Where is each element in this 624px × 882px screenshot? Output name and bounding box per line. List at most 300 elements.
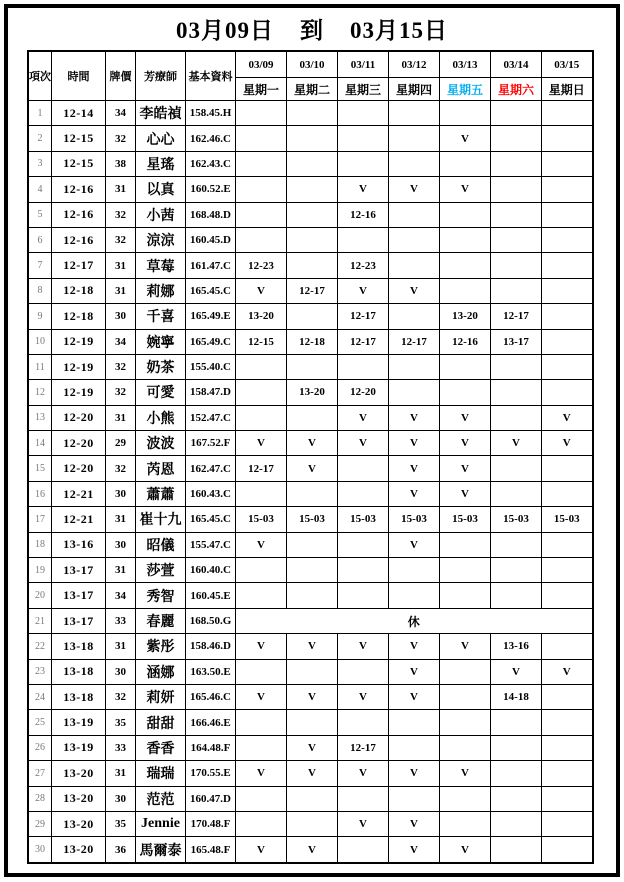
cell-day bbox=[491, 278, 542, 303]
cell-day bbox=[389, 354, 440, 379]
cell-day bbox=[236, 354, 287, 379]
cell-therapist-name: Jennie bbox=[136, 811, 186, 836]
cell-day: 12-17 bbox=[287, 278, 338, 303]
cell-day bbox=[338, 354, 389, 379]
cell-basic-info: 160.47.D bbox=[186, 786, 236, 811]
cell-day-merged-rest: 休 bbox=[236, 608, 593, 633]
cell-day bbox=[338, 558, 389, 583]
cell-price: 31 bbox=[106, 177, 136, 202]
column-header-therapist: 芳療師 bbox=[136, 51, 186, 101]
cell-therapist-name: 莉娜 bbox=[136, 278, 186, 303]
cell-day: V bbox=[440, 405, 491, 430]
cell-day bbox=[287, 202, 338, 227]
cell-day bbox=[389, 101, 440, 126]
cell-day bbox=[491, 558, 542, 583]
cell-day bbox=[542, 532, 593, 557]
cell-basic-info: 160.45.E bbox=[186, 583, 236, 608]
cell-day bbox=[287, 811, 338, 836]
cell-day bbox=[287, 532, 338, 557]
cell-day: 12-17 bbox=[389, 329, 440, 354]
cell-day: V bbox=[440, 177, 491, 202]
cell-day bbox=[491, 481, 542, 506]
cell-basic-info: 152.47.C bbox=[186, 405, 236, 430]
cell-day bbox=[440, 380, 491, 405]
cell-day: V bbox=[389, 431, 440, 456]
cell-therapist-name: 小茜 bbox=[136, 202, 186, 227]
cell-day: V bbox=[236, 532, 287, 557]
cell-day: V bbox=[338, 684, 389, 709]
cell-day bbox=[287, 558, 338, 583]
cell-time: 13-17 bbox=[52, 583, 106, 608]
cell-day bbox=[389, 786, 440, 811]
cell-day bbox=[389, 126, 440, 151]
cell-item-no: 13 bbox=[28, 405, 52, 430]
cell-price: 32 bbox=[106, 354, 136, 379]
cell-time: 12-16 bbox=[52, 177, 106, 202]
cell-basic-info: 160.52.E bbox=[186, 177, 236, 202]
cell-item-no: 26 bbox=[28, 735, 52, 760]
cell-day bbox=[236, 710, 287, 735]
cell-basic-info: 158.47.D bbox=[186, 380, 236, 405]
table-row bbox=[28, 354, 593, 379]
cell-day: V bbox=[389, 634, 440, 659]
cell-day: V bbox=[236, 278, 287, 303]
cell-time: 13-19 bbox=[52, 710, 106, 735]
cell-day bbox=[491, 710, 542, 735]
cell-item-no: 17 bbox=[28, 507, 52, 532]
cell-day bbox=[491, 456, 542, 481]
cell-day bbox=[236, 405, 287, 430]
cell-day bbox=[236, 558, 287, 583]
table-row bbox=[28, 431, 593, 456]
cell-day bbox=[389, 380, 440, 405]
cell-basic-info: 164.48.F bbox=[186, 735, 236, 760]
cell-time: 13-16 bbox=[52, 532, 106, 557]
cell-item-no: 28 bbox=[28, 786, 52, 811]
cell-day bbox=[491, 735, 542, 760]
cell-day bbox=[389, 227, 440, 252]
cell-time: 12-21 bbox=[52, 481, 106, 506]
cell-basic-info: 160.40.C bbox=[186, 558, 236, 583]
cell-day: 12-17 bbox=[491, 304, 542, 329]
table-row bbox=[28, 507, 593, 532]
cell-item-no: 1 bbox=[28, 101, 52, 126]
table-row bbox=[28, 811, 593, 836]
column-header-price: 牌價 bbox=[106, 51, 136, 101]
cell-day bbox=[287, 710, 338, 735]
cell-price: 32 bbox=[106, 684, 136, 709]
table-row bbox=[28, 101, 593, 126]
cell-day: 12-23 bbox=[236, 253, 287, 278]
cell-day bbox=[491, 354, 542, 379]
cell-day bbox=[440, 558, 491, 583]
cell-item-no: 15 bbox=[28, 456, 52, 481]
cell-time: 12-14 bbox=[52, 101, 106, 126]
cell-day bbox=[542, 202, 593, 227]
cell-day bbox=[236, 786, 287, 811]
cell-day: V bbox=[389, 684, 440, 709]
cell-therapist-name: 瑞瑞 bbox=[136, 761, 186, 786]
cell-day bbox=[491, 202, 542, 227]
cell-day bbox=[236, 583, 287, 608]
cell-day: 13-16 bbox=[491, 634, 542, 659]
table-row bbox=[28, 761, 593, 786]
cell-price: 32 bbox=[106, 227, 136, 252]
cell-day: 13-20 bbox=[440, 304, 491, 329]
cell-basic-info: 165.49.E bbox=[186, 304, 236, 329]
cell-day: 12-18 bbox=[287, 329, 338, 354]
cell-basic-info: 165.48.F bbox=[186, 837, 236, 863]
table-row bbox=[28, 227, 593, 252]
cell-item-no: 21 bbox=[28, 608, 52, 633]
day-header-weekday: 星期五 bbox=[440, 78, 491, 101]
cell-day bbox=[236, 227, 287, 252]
cell-day bbox=[236, 380, 287, 405]
cell-basic-info: 158.45.H bbox=[186, 101, 236, 126]
cell-day bbox=[440, 532, 491, 557]
cell-day bbox=[440, 151, 491, 176]
cell-day bbox=[287, 354, 338, 379]
cell-day bbox=[542, 481, 593, 506]
cell-price: 32 bbox=[106, 126, 136, 151]
cell-item-no: 12 bbox=[28, 380, 52, 405]
schedule-body bbox=[28, 101, 593, 863]
cell-therapist-name: 千喜 bbox=[136, 304, 186, 329]
cell-basic-info: 168.48.D bbox=[186, 202, 236, 227]
cell-day bbox=[236, 811, 287, 836]
cell-day: 12-17 bbox=[236, 456, 287, 481]
cell-day bbox=[389, 710, 440, 735]
table-row bbox=[28, 608, 593, 633]
cell-day bbox=[287, 151, 338, 176]
table-row bbox=[28, 177, 593, 202]
cell-price: 31 bbox=[106, 761, 136, 786]
cell-day bbox=[440, 101, 491, 126]
cell-day: V bbox=[389, 456, 440, 481]
cell-day: V bbox=[287, 456, 338, 481]
cell-day bbox=[389, 202, 440, 227]
cell-item-no: 22 bbox=[28, 634, 52, 659]
cell-price: 34 bbox=[106, 583, 136, 608]
cell-therapist-name: 婉寧 bbox=[136, 329, 186, 354]
cell-day bbox=[338, 583, 389, 608]
cell-day bbox=[440, 786, 491, 811]
cell-time: 12-19 bbox=[52, 329, 106, 354]
cell-day bbox=[236, 202, 287, 227]
cell-therapist-name: 馬爾泰 bbox=[136, 837, 186, 863]
cell-therapist-name: 李皓禎 bbox=[136, 101, 186, 126]
cell-day bbox=[440, 202, 491, 227]
cell-day bbox=[236, 101, 287, 126]
cell-day bbox=[491, 837, 542, 863]
title-to-word: 到 bbox=[300, 18, 324, 43]
cell-day: 12-17 bbox=[338, 735, 389, 760]
column-header-item-no: 項次 bbox=[28, 51, 52, 101]
column-header-time: 時間 bbox=[52, 51, 106, 101]
cell-time: 12-20 bbox=[52, 431, 106, 456]
cell-day bbox=[542, 227, 593, 252]
cell-day bbox=[542, 354, 593, 379]
cell-day bbox=[542, 380, 593, 405]
cell-day bbox=[440, 253, 491, 278]
cell-day: 15-03 bbox=[542, 507, 593, 532]
cell-day: V bbox=[389, 811, 440, 836]
cell-therapist-name: 涵娜 bbox=[136, 659, 186, 684]
cell-day: V bbox=[389, 278, 440, 303]
cell-therapist-name: 芮恩 bbox=[136, 456, 186, 481]
cell-day bbox=[287, 405, 338, 430]
cell-therapist-name: 春麗 bbox=[136, 608, 186, 633]
cell-therapist-name: 以真 bbox=[136, 177, 186, 202]
cell-day bbox=[542, 101, 593, 126]
cell-time: 12-15 bbox=[52, 126, 106, 151]
cell-basic-info: 162.46.C bbox=[186, 126, 236, 151]
cell-day bbox=[542, 735, 593, 760]
day-header-weekday: 星期四 bbox=[389, 78, 440, 101]
cell-day: V bbox=[287, 431, 338, 456]
cell-item-no: 9 bbox=[28, 304, 52, 329]
title-date-to: 03月15日 bbox=[350, 18, 448, 43]
cell-day bbox=[440, 811, 491, 836]
cell-day: V bbox=[491, 431, 542, 456]
cell-day: V bbox=[389, 177, 440, 202]
cell-day: V bbox=[542, 659, 593, 684]
cell-day bbox=[338, 786, 389, 811]
cell-day bbox=[491, 253, 542, 278]
cell-item-no: 8 bbox=[28, 278, 52, 303]
cell-basic-info: 158.46.D bbox=[186, 634, 236, 659]
cell-day: 12-16 bbox=[338, 202, 389, 227]
cell-price: 30 bbox=[106, 532, 136, 557]
cell-day: 12-23 bbox=[338, 253, 389, 278]
cell-day bbox=[440, 684, 491, 709]
cell-time: 12-17 bbox=[52, 253, 106, 278]
cell-price: 30 bbox=[106, 659, 136, 684]
cell-basic-info: 163.50.E bbox=[186, 659, 236, 684]
cell-basic-info: 166.46.E bbox=[186, 710, 236, 735]
cell-price: 35 bbox=[106, 811, 136, 836]
day-header-date: 03/10 bbox=[287, 51, 338, 78]
day-header-weekday: 星期二 bbox=[287, 78, 338, 101]
cell-day bbox=[287, 101, 338, 126]
cell-basic-info: 170.55.E bbox=[186, 761, 236, 786]
day-header-date: 03/09 bbox=[236, 51, 287, 78]
table-row bbox=[28, 735, 593, 760]
cell-day bbox=[542, 558, 593, 583]
cell-day: V bbox=[236, 761, 287, 786]
cell-day: 15-03 bbox=[287, 507, 338, 532]
cell-therapist-name: 香香 bbox=[136, 735, 186, 760]
cell-day bbox=[287, 481, 338, 506]
cell-item-no: 6 bbox=[28, 227, 52, 252]
cell-day: 15-03 bbox=[389, 507, 440, 532]
cell-day bbox=[542, 710, 593, 735]
cell-basic-info: 167.52.F bbox=[186, 431, 236, 456]
cell-day bbox=[542, 177, 593, 202]
cell-therapist-name: 紫彤 bbox=[136, 634, 186, 659]
cell-item-no: 7 bbox=[28, 253, 52, 278]
cell-day bbox=[338, 456, 389, 481]
cell-price: 32 bbox=[106, 380, 136, 405]
cell-day bbox=[440, 735, 491, 760]
cell-basic-info: 165.45.C bbox=[186, 507, 236, 532]
cell-day: V bbox=[236, 431, 287, 456]
cell-day bbox=[542, 278, 593, 303]
cell-price: 31 bbox=[106, 405, 136, 430]
cell-time: 12-16 bbox=[52, 227, 106, 252]
cell-price: 36 bbox=[106, 837, 136, 863]
cell-basic-info: 162.47.C bbox=[186, 456, 236, 481]
table-row bbox=[28, 786, 593, 811]
cell-therapist-name: 昭儀 bbox=[136, 532, 186, 557]
cell-day bbox=[491, 786, 542, 811]
cell-day: V bbox=[389, 659, 440, 684]
cell-day bbox=[542, 151, 593, 176]
day-header-weekday: 星期一 bbox=[236, 78, 287, 101]
cell-day bbox=[542, 786, 593, 811]
cell-day: 13-17 bbox=[491, 329, 542, 354]
cell-price: 33 bbox=[106, 608, 136, 633]
cell-day bbox=[338, 659, 389, 684]
cell-item-no: 30 bbox=[28, 837, 52, 863]
table-row bbox=[28, 405, 593, 430]
cell-item-no: 27 bbox=[28, 761, 52, 786]
cell-day: V bbox=[236, 634, 287, 659]
table-row bbox=[28, 532, 593, 557]
cell-item-no: 3 bbox=[28, 151, 52, 176]
cell-basic-info: 165.45.C bbox=[186, 278, 236, 303]
cell-day: 12-17 bbox=[338, 304, 389, 329]
cell-time: 12-16 bbox=[52, 202, 106, 227]
table-row bbox=[28, 304, 593, 329]
cell-price: 31 bbox=[106, 507, 136, 532]
cell-day: V bbox=[338, 177, 389, 202]
cell-therapist-name: 小熊 bbox=[136, 405, 186, 430]
cell-item-no: 19 bbox=[28, 558, 52, 583]
cell-price: 33 bbox=[106, 735, 136, 760]
cell-price: 29 bbox=[106, 431, 136, 456]
cell-day: V bbox=[440, 837, 491, 863]
cell-item-no: 5 bbox=[28, 202, 52, 227]
cell-day: V bbox=[287, 684, 338, 709]
cell-therapist-name: 可愛 bbox=[136, 380, 186, 405]
cell-day bbox=[287, 786, 338, 811]
cell-price: 30 bbox=[106, 786, 136, 811]
cell-day: V bbox=[338, 634, 389, 659]
cell-price: 30 bbox=[106, 481, 136, 506]
cell-price: 34 bbox=[106, 329, 136, 354]
cell-therapist-name: 心心 bbox=[136, 126, 186, 151]
cell-day: V bbox=[389, 532, 440, 557]
cell-day: V bbox=[236, 684, 287, 709]
cell-item-no: 29 bbox=[28, 811, 52, 836]
cell-item-no: 10 bbox=[28, 329, 52, 354]
cell-basic-info: 160.43.C bbox=[186, 481, 236, 506]
cell-therapist-name: 莎萱 bbox=[136, 558, 186, 583]
cell-time: 13-17 bbox=[52, 558, 106, 583]
cell-day: 13-20 bbox=[236, 304, 287, 329]
cell-therapist-name: 甜甜 bbox=[136, 710, 186, 735]
cell-price: 31 bbox=[106, 253, 136, 278]
cell-day: V bbox=[389, 837, 440, 863]
cell-basic-info: 165.46.C bbox=[186, 684, 236, 709]
cell-price: 32 bbox=[106, 202, 136, 227]
table-row bbox=[28, 278, 593, 303]
cell-day: V bbox=[542, 405, 593, 430]
cell-therapist-name: 涼涼 bbox=[136, 227, 186, 252]
cell-day bbox=[338, 710, 389, 735]
cell-price: 30 bbox=[106, 304, 136, 329]
cell-day bbox=[542, 456, 593, 481]
cell-item-no: 2 bbox=[28, 126, 52, 151]
cell-day: 15-03 bbox=[491, 507, 542, 532]
cell-basic-info: 162.43.C bbox=[186, 151, 236, 176]
cell-day bbox=[389, 583, 440, 608]
table-row bbox=[28, 684, 593, 709]
cell-day: V bbox=[287, 735, 338, 760]
cell-day bbox=[491, 811, 542, 836]
cell-time: 13-20 bbox=[52, 811, 106, 836]
table-row bbox=[28, 583, 593, 608]
cell-day bbox=[440, 659, 491, 684]
cell-day: V bbox=[338, 405, 389, 430]
cell-item-no: 24 bbox=[28, 684, 52, 709]
cell-day bbox=[542, 761, 593, 786]
cell-day bbox=[236, 151, 287, 176]
cell-therapist-name: 草莓 bbox=[136, 253, 186, 278]
cell-day bbox=[542, 583, 593, 608]
cell-price: 31 bbox=[106, 634, 136, 659]
cell-time: 13-17 bbox=[52, 608, 106, 633]
cell-day bbox=[338, 481, 389, 506]
cell-day bbox=[236, 126, 287, 151]
cell-time: 12-18 bbox=[52, 304, 106, 329]
table-row bbox=[28, 456, 593, 481]
table-row bbox=[28, 558, 593, 583]
cell-basic-info: 155.40.C bbox=[186, 354, 236, 379]
cell-basic-info: 160.45.D bbox=[186, 227, 236, 252]
cell-therapist-name: 蕭蕭 bbox=[136, 481, 186, 506]
table-row bbox=[28, 329, 593, 354]
cell-price: 34 bbox=[106, 101, 136, 126]
cell-time: 13-18 bbox=[52, 659, 106, 684]
cell-day bbox=[236, 177, 287, 202]
cell-day: 15-03 bbox=[338, 507, 389, 532]
cell-day bbox=[542, 634, 593, 659]
cell-item-no: 23 bbox=[28, 659, 52, 684]
cell-time: 12-20 bbox=[52, 405, 106, 430]
table-row bbox=[28, 710, 593, 735]
table-row bbox=[28, 634, 593, 659]
cell-day: 15-03 bbox=[440, 507, 491, 532]
cell-day bbox=[491, 227, 542, 252]
cell-day: 13-20 bbox=[287, 380, 338, 405]
cell-day: V bbox=[338, 431, 389, 456]
cell-day bbox=[491, 151, 542, 176]
cell-basic-info: 168.50.G bbox=[186, 608, 236, 633]
cell-time: 13-20 bbox=[52, 837, 106, 863]
cell-item-no: 14 bbox=[28, 431, 52, 456]
cell-day bbox=[389, 558, 440, 583]
cell-day: 12-15 bbox=[236, 329, 287, 354]
cell-day bbox=[287, 177, 338, 202]
cell-day bbox=[440, 710, 491, 735]
cell-day: V bbox=[389, 405, 440, 430]
cell-day: 15-03 bbox=[236, 507, 287, 532]
cell-therapist-name: 范范 bbox=[136, 786, 186, 811]
cell-price: 32 bbox=[106, 456, 136, 481]
cell-day bbox=[338, 126, 389, 151]
